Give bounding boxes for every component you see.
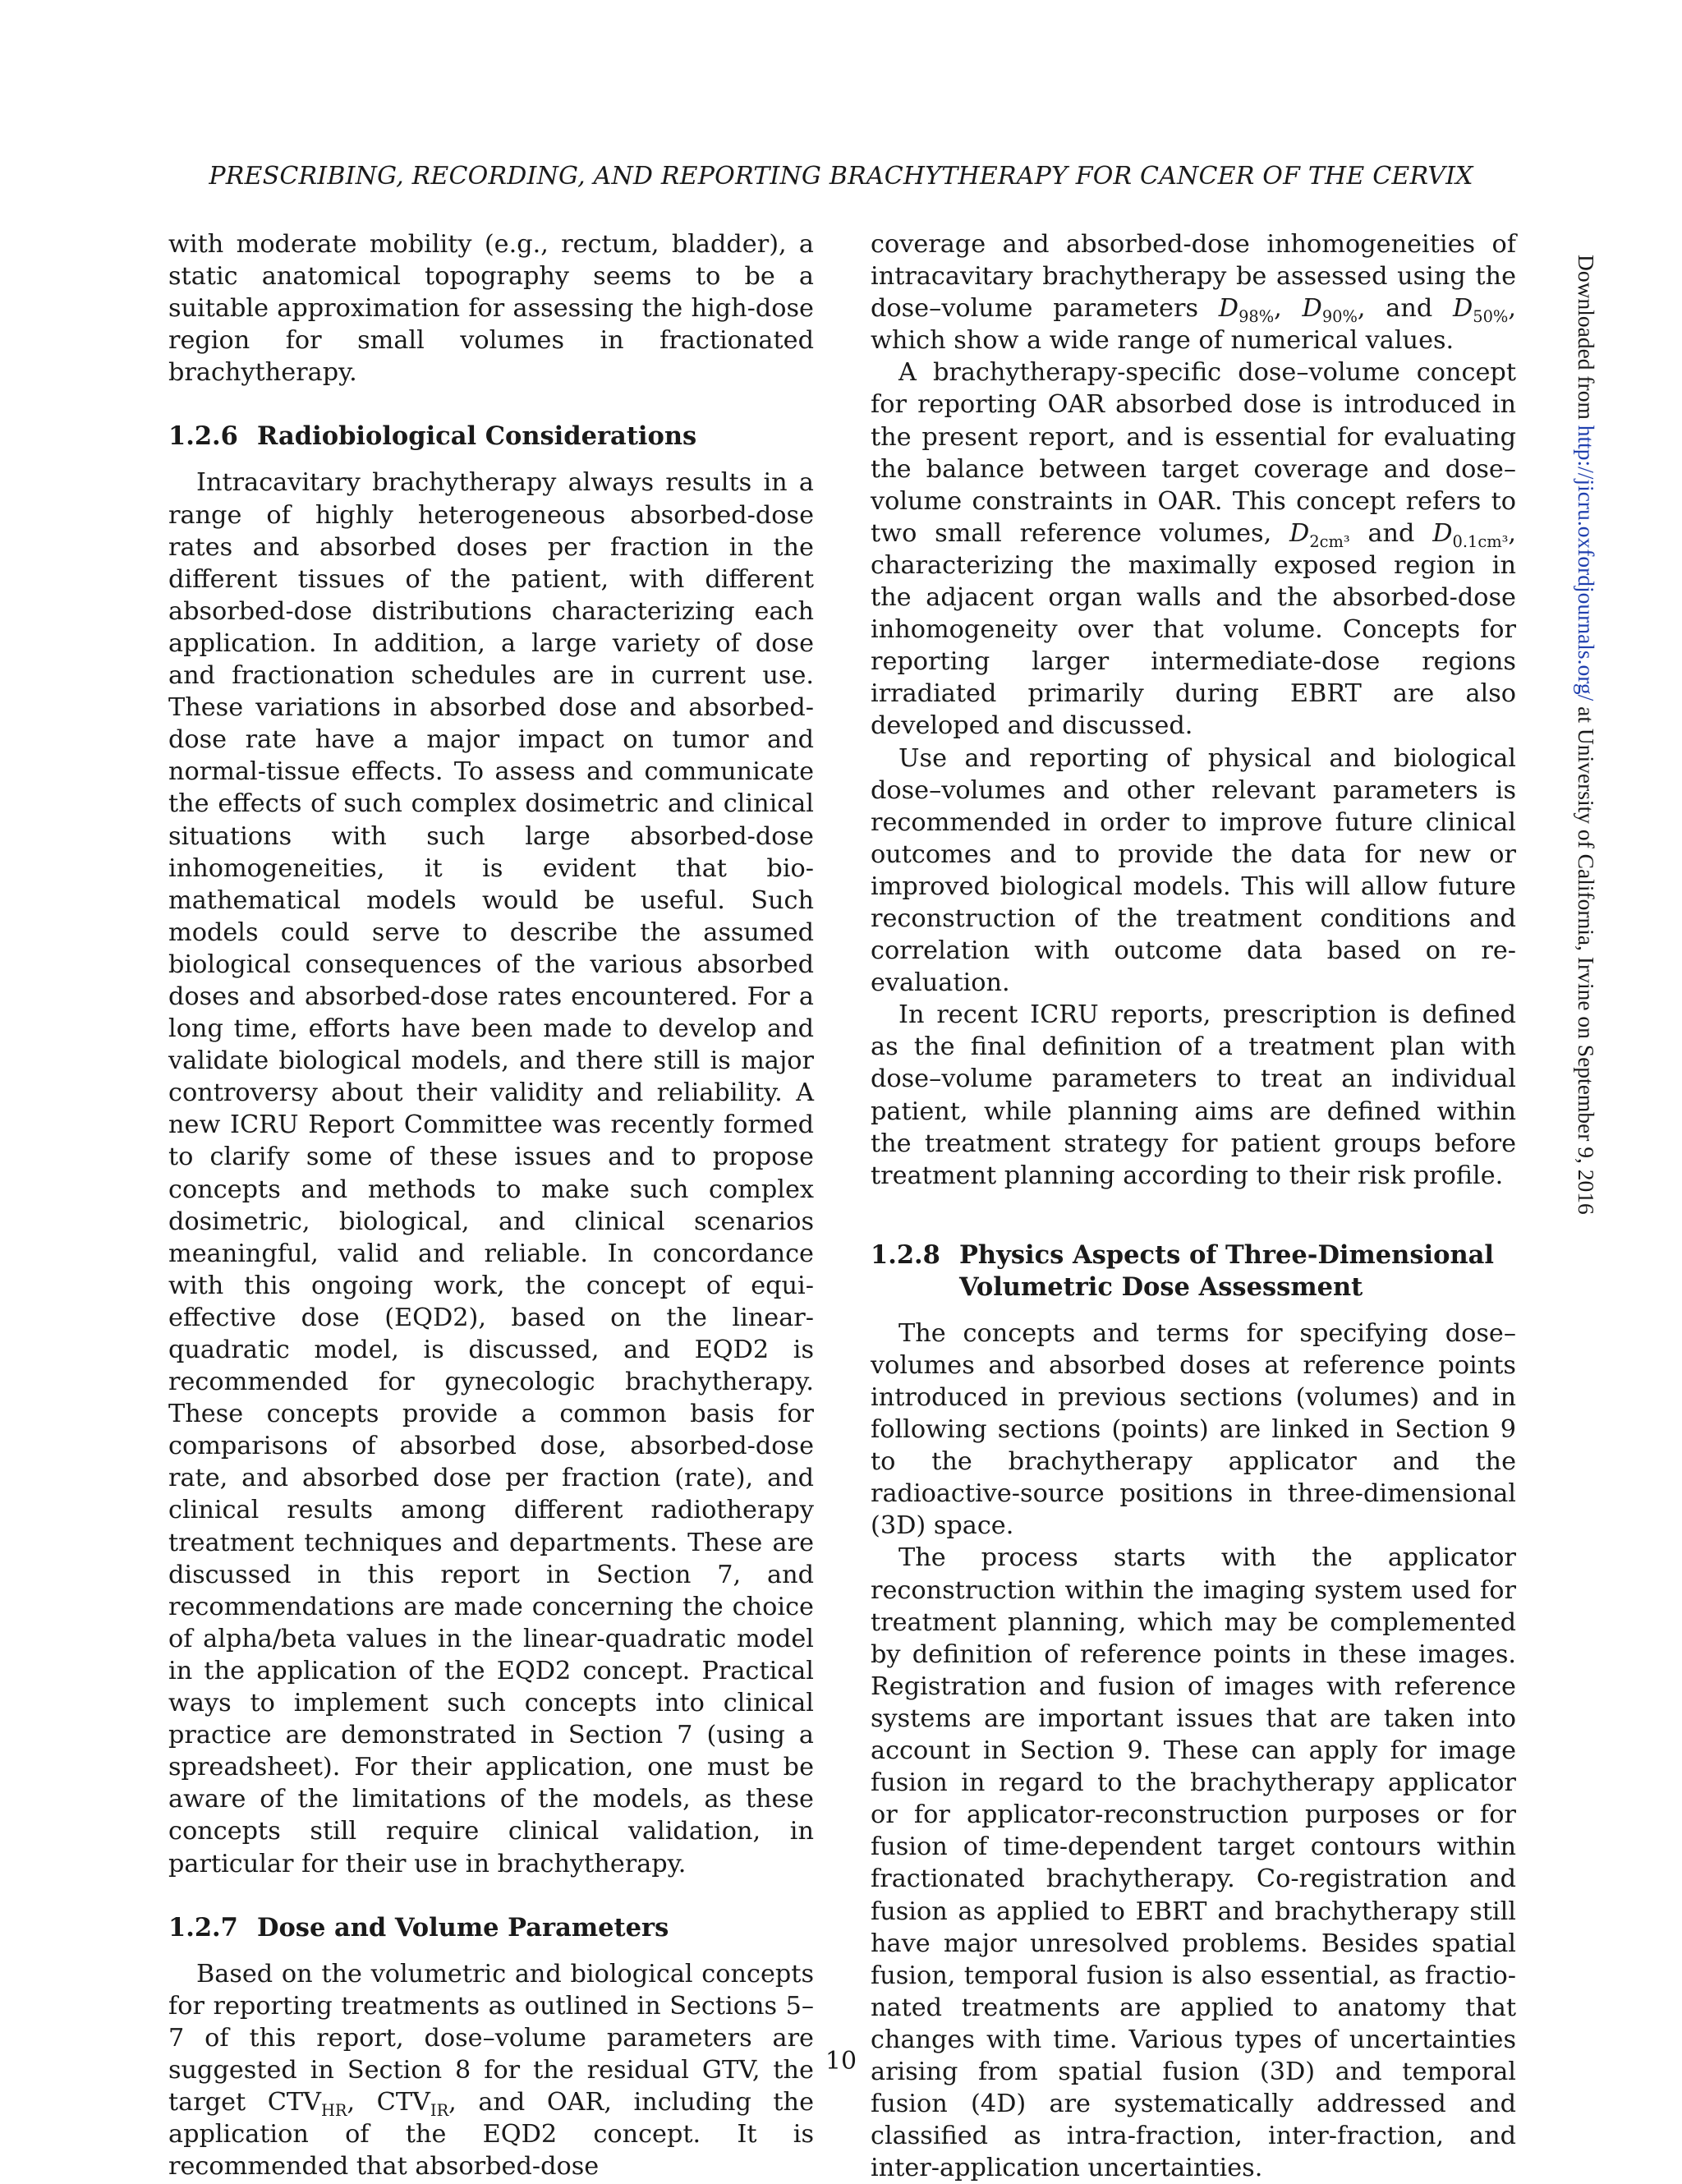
paragraph: A brachytherapy-specific dose–volume concept for reporting OAR absorbed dose is introduced in the present report, and is essential for evaluating the balance between target coverage and dose–volume constraints in OAR. This concept refers to two small reference volumes, $D_{2cm^3}$ and $D_{0.1cm^3}$, characterizing the maximally exposed region in the adjacent organ walls and the absorbed-dose inhomogeneity over that volume. Concepts for reporting larger intermediate-dose regions irradiated primarily during EBRT are also developed and discussed. <box>871 358 1516 741</box>
section-number: 1.2.8 <box>871 1239 940 1270</box>
journal-link[interactable]: http://jicru.oxfordjournals.org/ <box>1574 425 1599 701</box>
paragraph-continued: with moderate mobility (e.g., rectum, bladder), a static anatomical topography seems to be a suitable approximation for assessing the high-dose region for small volumes in fractionated brachytherapy. <box>168 230 814 388</box>
paragraph: Use and reporting of physical and biological dose–volumes and other relevant parameters is recommended in order to improve future clinical outcomes and to provide the data for new or improved biological models. This will allow future reconstruction of the treatment conditions and correlation with outcome data based on re-evaluation. <box>871 743 1516 998</box>
section-heading-1-2-8 <box>871 1239 1516 1304</box>
download-notice: Downloaded from http://jicru.oxfordjournals.org/ at University of California, Irvine on September 9, 2016 <box>1574 255 1599 1215</box>
section-heading-1-2-7 <box>168 1912 814 1944</box>
left-column <box>168 228 814 2182</box>
page-number: 10 <box>825 2047 857 2076</box>
paragraph-continued: coverage and absorbed-dose inhomogeneities of intracavitary brachytherapy be assessed using the dose–volume parameters $D_{98\%}$, $D_{90\%}$, and $D_{50\%}$, which show a wide range of numerical values. <box>871 230 1516 356</box>
section-number: 1.2.6 <box>168 421 238 452</box>
section-title: Radiobiological Considerations <box>257 421 697 452</box>
section-title: Physics Aspects of Three-Dimensional Volumetric Dose Assessment <box>959 1239 1494 1302</box>
running-header: PRESCRIBING, RECORDING, AND REPORTING BRACHYTHERAPY FOR CANCER OF THE CERVIX <box>209 162 1473 191</box>
paragraph: Based on the volumetric and biological concepts for reporting treatments as outlined in Sections 5–7 of this report, dose–volume parameters are suggested in Section 8 for the residual GTV, the target $CTV_{HR}$, $CTV_{IR}$, and OAR, including the application of the EQD2 concept. It is recommended that absorbed-dose <box>168 1959 814 2182</box>
paragraph: The concepts and terms for specifying dose–volumes and absorbed doses at reference points introduced in previous sections (volumes) and in following sections (points) are linked in Section 9 to the brachytherapy applicator and the radioactive-source positions in three-dimensional (3D) space. <box>871 1318 1516 1541</box>
paragraph: In recent ICRU reports, prescription is defined as the final definition of a treatment plan with dose–volume parameters to treat an individual patient, while planning aims are defined within the treatment strategy for patient groups before treatment planning according to their risk profile. <box>871 1000 1516 1190</box>
section-number: 1.2.7 <box>168 1912 238 1943</box>
paragraph: The process starts with the applicator reconstruction within the imaging system used for treatment planning, which may be complemented by definition of reference points in these images. Registration and fusion of images with reference systems are important issues that are taken into account in Section 9. These can apply for image fusion in regard to the brachytherapy applicator or for applicator-reconstruction purposes or for fusion of time-dependent target contours within fractionated brachytherapy. Co-registration and fusion as applied to EBRT and brachytherapy still have major unresolved problems. Besides spatial fusion, temporal fusion is also essential, as fractionated treatments are applied to anatomy that changes with time. Various types of uncertainties arising from spatial fusion (3D) and temporal fusion (4D) are systematically addressed and classified as intra-fraction, inter-fraction, and inter-application uncertainties. <box>871 1543 1516 2183</box>
section-title: Dose and Volume Parameters <box>257 1912 669 1943</box>
right-column <box>871 228 1516 2184</box>
paragraph: Intracavitary brachytherapy always results in a range of highly heterogeneous absorbed-dose rates and absorbed doses per fraction in the different tissues of the patient, with different absorbed-dose distributions characterizing each application. In addition, a large variety of dose and fractionation schedules are in current use. These variations in absorbed dose and absorbed-dose rate have a major impact on tumor and normal-tissue effects. To assess and communicate the effects of such complex dosimetric and clinical situations with such large absorbed-dose inhomogeneities, it is evident that bio-mathematical models would be useful. Such models could serve to describe the assumed biological consequences of the various absorbed doses and absorbed-dose rates encountered. For a long time, efforts have been made to develop and validate biological models, and there still is major controversy about their validity and reliability. A new ICRU Report Committee was recently formed to clarify some of these issues and to propose concepts and methods to make such complex dosimetric, biological, and clinical scenarios meaningful, valid and reliable. In concordance with this ongoing work, the concept of equi-effective dose (EQD2), based on the linear-quadratic model, is discussed, and EQD2 is recommended for gynecologic brachytherapy. These concepts provide a common basis for comparisons of absorbed dose, absorbed-dose rate, and absorbed dose per fraction (rate), and clinical results among different radiotherapy treatment techniques and departments. These are discussed in this report in Section 7, and recommendations are made concerning the choice of alpha/beta values in the linear-quadratic model in the application of the EQD2 concept. Practical ways to implement such concepts into clinical practice are demonstrated in Section 7 (using a spreadsheet). For their application, one must be aware of the limitations of the models, as these concepts still require clinical validation, in particular for their use in brachytherapy. <box>168 468 814 1878</box>
section-heading-1-2-6 <box>168 421 814 453</box>
